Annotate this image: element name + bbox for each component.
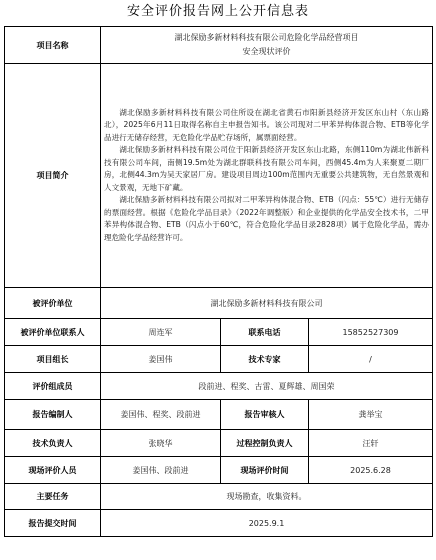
- info-table: [4, 26, 433, 537]
- label-project-name: 项目名称: [5, 27, 101, 64]
- project-name-line-2: 安全现状评价: [242, 47, 291, 56]
- intro-paragraph-3: 湖北保励多新材料科技有限公司拟对二甲苯异构体混合物、ETB（闪点：55℃）进行无储存的票面经营。根据《危险化学品目录》（2022年调整版）和企业提供的化学品安全技术书，二甲苯异构体混合物、ETB（闪点小于60℃，符合危险化学品目录2828项）属于危险化学品，需办理危险化学品经营许可。: [104, 195, 429, 242]
- row-report-writer: [5, 400, 433, 430]
- project-name-line-1: 湖北保励多新材料科技有限公司危险化学品经营项目: [174, 33, 359, 42]
- value-process-lead: 汪轩: [309, 430, 433, 457]
- label-team-leader: 项目组长: [5, 346, 101, 373]
- value-report-reviewer: 龚举宝: [309, 400, 433, 430]
- value-site-staff: 姜国伟、段前进: [101, 457, 221, 484]
- row-tech-lead: [5, 430, 433, 457]
- value-project-name: [101, 27, 433, 64]
- value-main-task: 现场勘查，收集资料。: [101, 484, 433, 510]
- label-report-reviewer: 报告审核人: [221, 400, 309, 430]
- value-contact: 周连军: [101, 319, 221, 346]
- row-submit-time: [5, 510, 433, 537]
- row-team-members: [5, 373, 433, 400]
- page-title: 安全评价报告网上公开信息表: [126, 4, 309, 19]
- label-team-members: 评价组成员: [5, 373, 101, 400]
- label-site-staff: 现场评价人员: [5, 457, 101, 484]
- label-main-task: 主要任务: [5, 484, 101, 510]
- value-team-members: 段前进、程奖、古雷、夏辉雄、周国荣: [101, 373, 433, 400]
- intro-paragraph-2: 湖北保励多新材料科技有限公司位于阳新县经济开发区东山北路，东侧110m为湖北伟新科技有限公司车间，南侧19.5m处为湖北群联科技有限公司车间，西侧45.4m为人来聚夏二期厂房，北侧44.3m为吴天家居厂房。建设项目周边100m范围内无重要公共建筑物，无自然景观和人文景观，无地下矿藏。: [104, 145, 429, 192]
- label-tech-expert: 技术专家: [221, 346, 309, 373]
- value-tech-lead: 张晓华: [101, 430, 221, 457]
- label-site-time: 现场评价时间: [221, 457, 309, 484]
- row-evaluated-unit: [5, 288, 433, 319]
- label-process-lead: 过程控制负责人: [221, 430, 309, 457]
- value-tech-expert: /: [309, 346, 433, 373]
- label-contact: 被评价单位联系人: [5, 319, 101, 346]
- label-phone: 联系电话: [221, 319, 309, 346]
- row-project-intro: [5, 64, 433, 288]
- row-team-leader: [5, 346, 433, 373]
- value-team-leader: 姜国伟: [101, 346, 221, 373]
- label-submit-time: 报告提交时间: [5, 510, 101, 537]
- row-main-task: [5, 484, 433, 510]
- value-submit-time: 2025.9.1: [101, 510, 433, 537]
- row-site-staff: [5, 457, 433, 484]
- intro-paragraph-1: 湖北保励多新材料科技有限公司住所设在湖北省黄石市阳新县经济开发区东山村（东山路北），2025年6月11日取得名称自主申报告知书。该公司现对二甲苯异构体混合物、ETB等化学品进行无储存经营，无危险化学品贮存场所，属票面经营。: [104, 107, 429, 142]
- value-report-writer: 姜国伟、程奖、段前进: [101, 400, 221, 430]
- label-evaluated-unit: 被评价单位: [5, 288, 101, 319]
- value-evaluated-unit: 湖北保励多新材料科技有限公司: [101, 288, 433, 319]
- value-project-intro: [101, 64, 433, 288]
- label-report-writer: 报告编制人: [5, 400, 101, 430]
- value-site-time: 2025.6.28: [309, 457, 433, 484]
- row-contact: [5, 319, 433, 346]
- value-phone: 15852527309: [309, 319, 433, 346]
- label-project-intro: 项目简介: [5, 64, 101, 288]
- row-project-name: [5, 27, 433, 64]
- label-tech-lead: 技术负责人: [5, 430, 101, 457]
